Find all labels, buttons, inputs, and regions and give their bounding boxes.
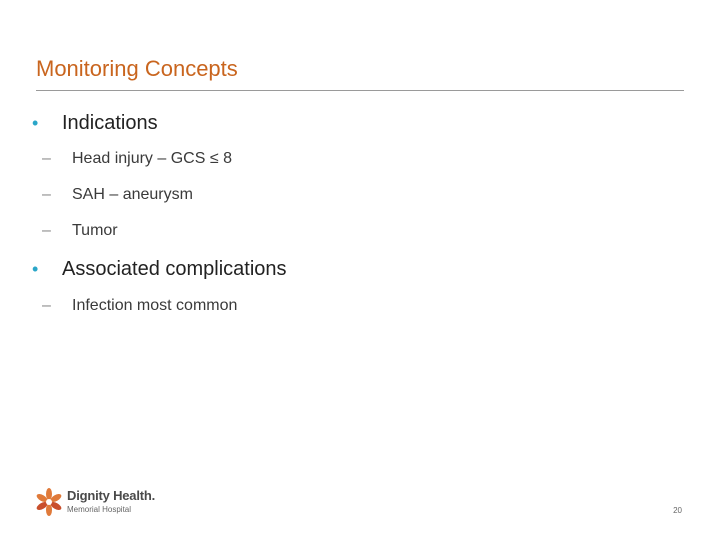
subitem-marker: – [42,297,51,314]
subitem-infection [42,297,237,315]
title-divider [36,90,684,91]
bullet-text: Associated complications [62,258,287,280]
subitem-text: Infection most common [72,297,238,314]
bullet-marker: • [32,259,39,279]
logo-subtitle: Memorial Hospital [67,505,132,514]
dignity-health-logo [34,487,174,521]
subitem-sah [42,186,193,204]
subitem-tumor [42,222,118,240]
bullet-marker: • [32,113,39,133]
subitem-marker: – [42,222,51,239]
subitem-marker: – [42,186,51,203]
bullet-complications [32,258,287,281]
subitem-text: SAH – aneurysm [72,186,193,203]
logo-name: Dignity Health. [67,488,156,503]
subitem-marker: – [42,150,51,167]
page-number: 20 [673,506,682,515]
bullet-text: Indications [62,112,158,134]
bullet-indications [32,112,158,135]
dignity-health-flower-icon [34,487,64,517]
subitem-text: Head injury – GCS ≤ 8 [72,150,232,167]
slide-title: Monitoring Concepts [36,56,238,81]
subitem-head-injury [42,150,232,168]
subitem-text: Tumor [72,222,118,239]
